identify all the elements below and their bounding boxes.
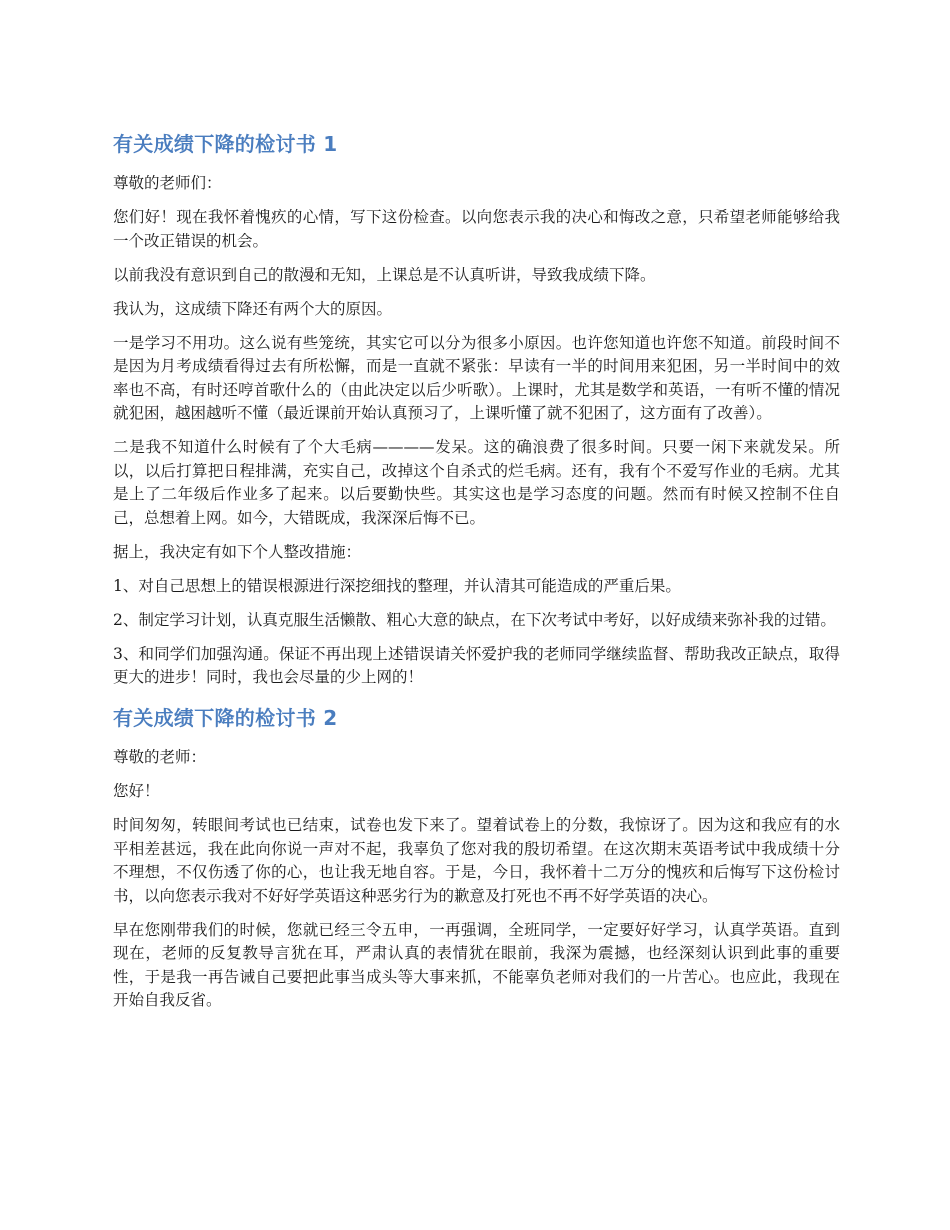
list-item: 2、制定学习计划，认真克服生活懒散、粗心大意的缺点，在下次考试中考好，以好成绩来弥补我的过错。 [113,610,836,629]
section-2 [113,700,840,1013]
section-title: 有关成绩下降的检讨书 2 [113,706,338,730]
paragraph: 尊敬的老师们： [113,174,222,192]
section-title: 有关成绩下降的检讨书 1 [113,132,338,156]
paragraph: 时间匆匆，转眼间考试也已结束，试卷也发下来了。望着试卷上的分数，我惊讶了。因为这和我应有的水平相差甚远，我在此向你说一声对不起，我辜负了您对我的殷切希望。在这次期末英语考试中我成绩十分不理想，不仅伤透了你的心，也让我无地自容。于是，今日，我怀着十二万分的愧疚和后悔写下这份检讨书，以向您表示我对不好好学英语这种恶劣行为的歉意及打死也不再不好学英语的决心。 [113,816,840,905]
paragraph: 二是我不知道什么时候有了个大毛病————发呆。这的确浪费了很多时间。只要一闲下来就发呆。所以，以后打算把日程排满，充实自己，改掉这个自杀式的烂毛病。还有，我有个不爱写作业的毛病。尤其是上了二年级后作业多了起来。以后要勤快些。其实这也是学习态度的问题。然而有时候又控制不住自己，总想着上网。如今，大错既成，我深深后悔不已。 [113,438,840,527]
paragraph: 您好！ [113,782,160,800]
paragraph: 以前我没有意识到自己的散漫和无知，上课总是不认真听讲，导致我成绩下降。 [113,265,656,284]
paragraph: 据上，我决定有如下个人整改措施： [113,542,362,561]
paragraph: 尊敬的老师： [113,748,207,766]
list-item: 1、对自己思想上的错误根源进行深挖细找的整理，并认清其可能造成的严重后果。 [113,576,681,595]
paragraph: 一是学习不用功。这么说有些笼统，其实它可以分为很多小原因。也许您知道也许您不知道。前段时间不是因为月考成绩看得过去有所松懈，而是一直就不紧张：早读有一半的时间用来犯困，另一半时间中的效率也不高，有时还哼首歌什么的（由此决定以后少听歌）。上课时，尤其是数学和英语，一有听不懂的情况就犯困，越困越听不懂（最近课前开始认真预习了，上课听懂了就不犯困了，这方面有了改善）。 [113,333,840,422]
paragraph: 我认为，这成绩下降还有两个大的原因。 [113,299,393,318]
paragraph: 您们好！现在我怀着愧疚的心情，写下这份检查。以向您表示我的决心和悔改之意，只希望老师能够给我一个改正错误的机会。 [113,208,840,250]
section-1 [113,126,840,690]
list-item: 3、和同学们加强沟通。保证不再出现上述错误请关怀爱护我的老师同学继续监督、帮助我改正缺点，取得更大的进步！同时，我也会尽量的少上网的！ [113,644,840,686]
paragraph: 早在您刚带我们的时候，您就已经三令五申，一再强调，全班同学，一定要好好学习，认真学英语。直到现在，老师的反复教导言犹在耳，严肃认真的表情犹在眼前，我深为震撼，也经深刻认识到此事的重要性，于是我一再告诫自己要把此事当成头等大事来抓，不能辜负老师对我们的一片苦心。也应此，我现在开始自我反省。 [113,920,840,1009]
document-page [113,126,840,1023]
